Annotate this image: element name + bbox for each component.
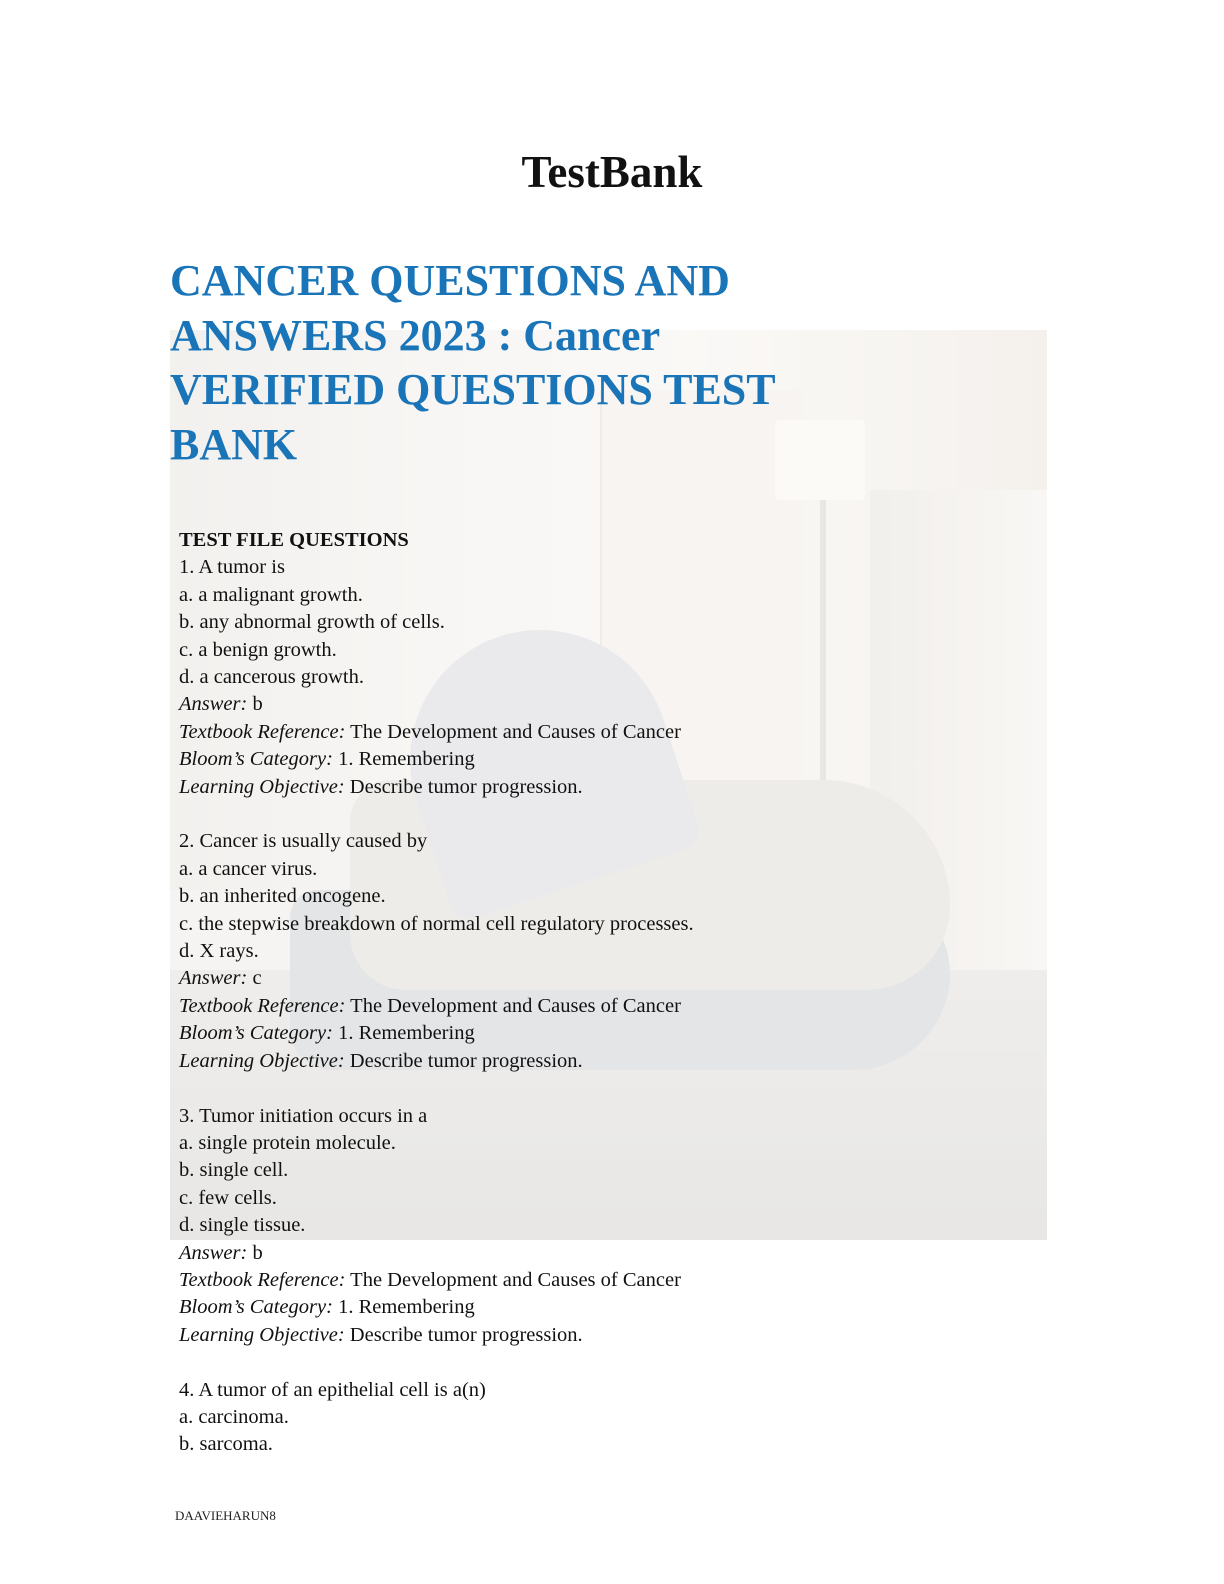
option-d: d. single tissue. xyxy=(179,1214,306,1237)
objective-label: Learning Objective: xyxy=(179,1049,345,1072)
blooms-label: Bloom’s Category: xyxy=(179,1022,333,1045)
answer-line xyxy=(179,965,1059,992)
answer-label: Answer: xyxy=(179,693,248,716)
reference-label: Textbook Reference: xyxy=(179,720,346,743)
reference-line xyxy=(179,993,1059,1020)
question-4 xyxy=(179,1377,1059,1459)
question-stem: 2. Cancer is usually caused by xyxy=(179,830,428,853)
blooms-label: Bloom’s Category: xyxy=(179,748,333,771)
question-stem: 4. A tumor of an epithelial cell is a(n) xyxy=(179,1378,486,1401)
blooms-value: 1. Remembering xyxy=(338,748,475,771)
option-b: b. single cell. xyxy=(179,1159,289,1182)
answer-value: b xyxy=(252,1241,263,1264)
reference-value: The Development and Causes of Cancer xyxy=(350,994,681,1017)
section-heading: TEST FILE QUESTIONS xyxy=(179,529,409,551)
option-a: a. a cancer virus. xyxy=(179,857,318,880)
brand-title: TestBank xyxy=(521,147,703,197)
question-1 xyxy=(179,554,1059,801)
reference-label: Textbook Reference: xyxy=(179,1268,346,1291)
reference-value: The Development and Causes of Cancer xyxy=(350,720,681,743)
answer-value: c xyxy=(252,967,262,990)
blooms-value: 1. Remembering xyxy=(338,1022,475,1045)
objective-label: Learning Objective: xyxy=(179,1323,345,1346)
option-d: d. X rays. xyxy=(179,940,259,963)
option-b: b. sarcoma. xyxy=(179,1433,273,1456)
question-stem: 3. Tumor initiation occurs in a xyxy=(179,1104,428,1127)
blooms-line xyxy=(179,1020,1059,1047)
blooms-label: Bloom’s Category: xyxy=(179,1296,333,1319)
objective-value: Describe tumor progression. xyxy=(349,775,583,798)
option-a: a. a malignant growth. xyxy=(179,583,363,606)
answer-label: Answer: xyxy=(179,967,248,990)
objective-line xyxy=(179,1322,1059,1349)
objective-line xyxy=(179,1048,1059,1075)
document-title: CANCER QUESTIONS AND ANSWERS 2023 : Cancer VERIFIED QUESTIONS TEST BANK xyxy=(170,256,775,469)
reference-value: The Development and Causes of Cancer xyxy=(350,1268,681,1291)
answer-line xyxy=(179,1240,1059,1267)
option-c: c. a benign growth. xyxy=(179,638,337,661)
objective-value: Describe tumor progression. xyxy=(349,1049,583,1072)
objective-value: Describe tumor progression. xyxy=(349,1323,583,1346)
reference-label: Textbook Reference: xyxy=(179,994,346,1017)
blooms-line xyxy=(179,1294,1059,1321)
option-a: a. single protein molecule. xyxy=(179,1131,396,1154)
option-b: b. any abnormal growth of cells. xyxy=(179,611,445,634)
question-3 xyxy=(179,1103,1059,1350)
reference-line xyxy=(179,719,1059,746)
question-2 xyxy=(179,828,1059,1075)
option-d: d. a cancerous growth. xyxy=(179,666,365,689)
answer-value: b xyxy=(252,693,263,716)
option-c: c. the stepwise breakdown of normal cell regulatory processes. xyxy=(179,912,694,935)
question-list xyxy=(179,527,1059,1459)
blooms-value: 1. Remembering xyxy=(338,1296,475,1319)
option-b: b. an inherited oncogene. xyxy=(179,885,386,908)
reference-line xyxy=(179,1267,1059,1294)
question-stem: 1. A tumor is xyxy=(179,556,285,579)
blooms-line xyxy=(179,746,1059,773)
footer-watermark: DAAVIEHARUN8 xyxy=(175,1508,276,1523)
objective-line xyxy=(179,774,1059,801)
objective-label: Learning Objective: xyxy=(179,775,345,798)
answer-label: Answer: xyxy=(179,1241,248,1264)
answer-line xyxy=(179,691,1059,718)
option-a: a. carcinoma. xyxy=(179,1405,289,1428)
option-c: c. few cells. xyxy=(179,1186,277,1209)
